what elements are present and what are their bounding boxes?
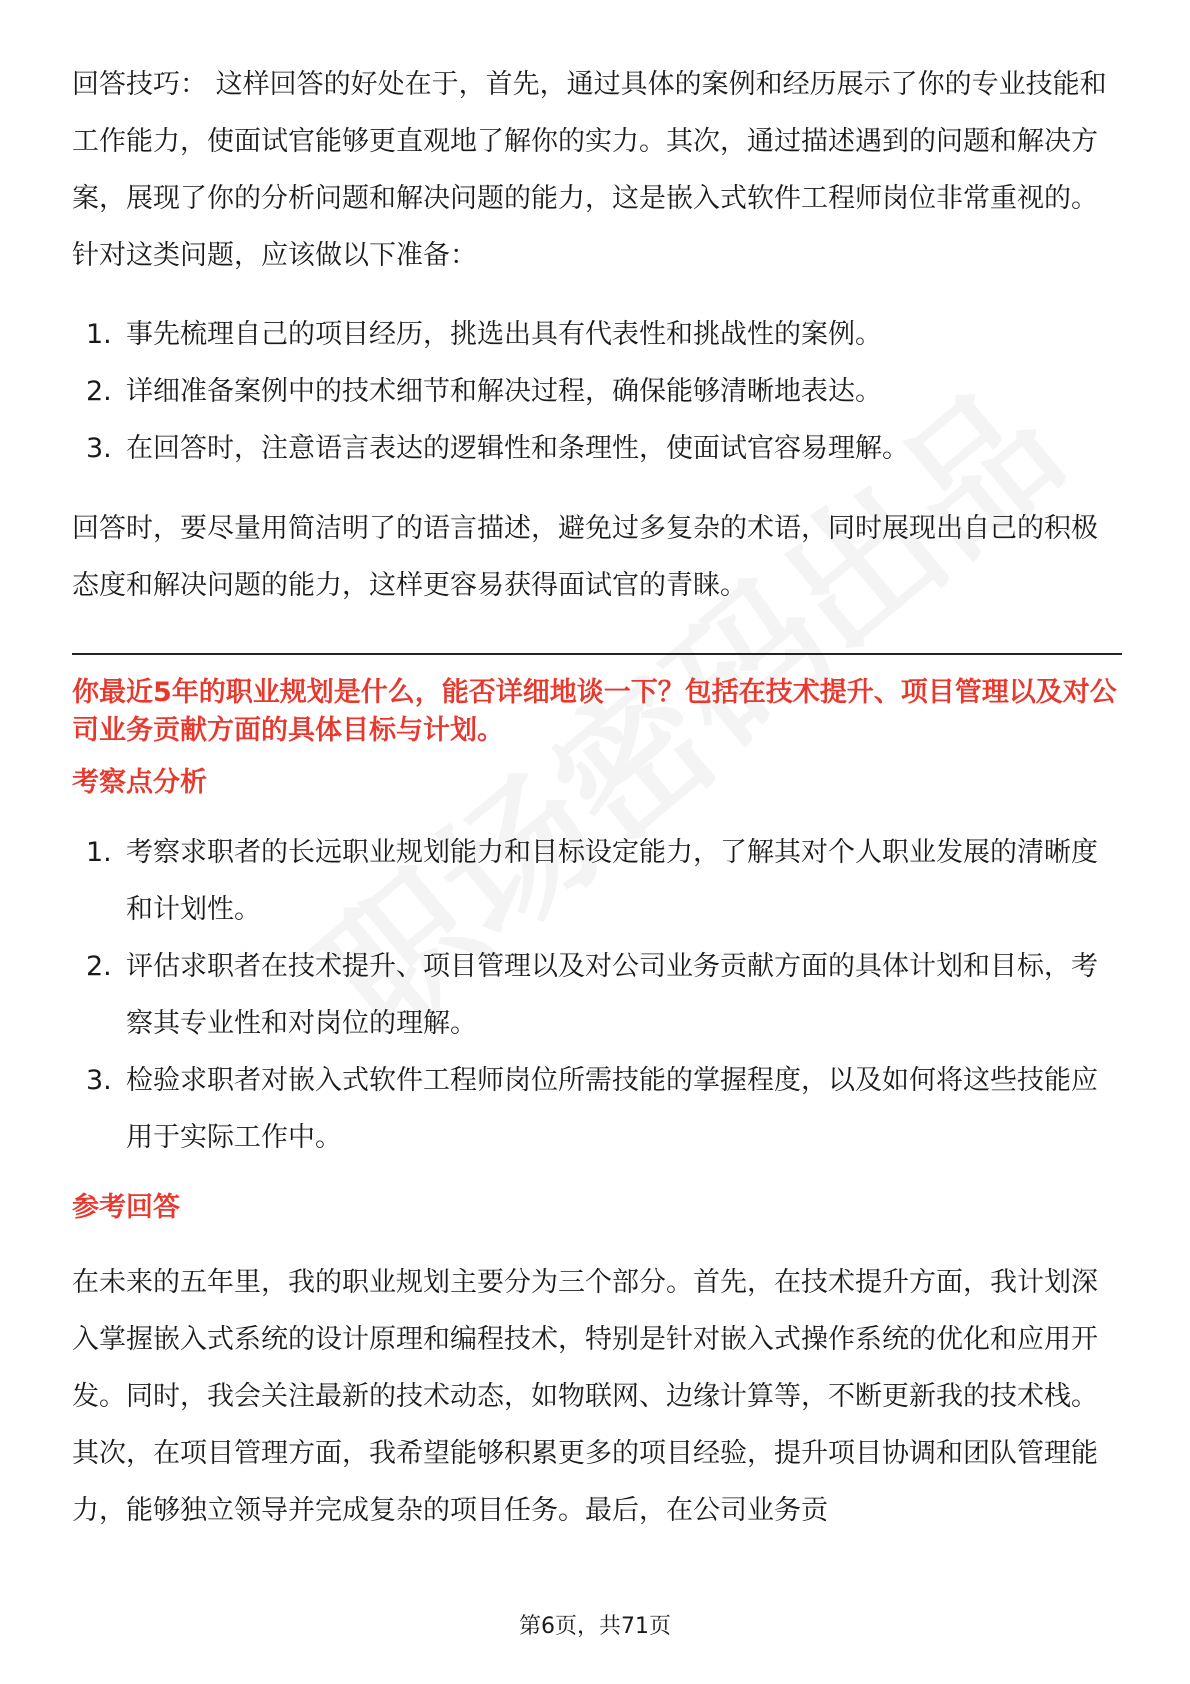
list-item: 2. 评估求职者在技术提升、项目管理以及对公司业务贡献方面的具体计划和目标，考察其专业性和对岗位的理解。 bbox=[86, 951, 1098, 1039]
document-page bbox=[72, 56, 1122, 1539]
list-item: 1. 考察求职者的长远职业规划能力和目标设定能力，了解其对个人职业发展的清晰度和计划性。 bbox=[86, 837, 1098, 925]
list-item: 3. 在回答时，注意语言表达的逻辑性和条理性，使面试官容易理解。 bbox=[86, 433, 909, 464]
page-number: 第6页，共71页 bbox=[519, 1614, 671, 1639]
section-divider bbox=[72, 653, 1122, 655]
prep-list bbox=[72, 306, 1122, 477]
answer-heading: 参考回答 bbox=[72, 1192, 180, 1223]
intro-paragraph: 回答技巧： 这样回答的好处在于，首先，通过具体的案例和经历展示了你的专业技能和工作能力，使面试官能够更直观地了解你的实力。其次，通过描述遇到的问题和解决方案，展现了你的分析问题和解决问题的能力，这是嵌入式软件工程师岗位非常重视的。针对这类问题，应该做以下准备： bbox=[72, 69, 1107, 271]
answer-paragraph: 在未来的五年里，我的职业规划主要分为三个部分。首先，在技术提升方面，我计划深入掌握嵌入式系统的设计原理和编程技术，特别是针对嵌入式操作系统的优化和应用开发。同时，我会关注最新的技术动态，如物联网、边缘计算等，不断更新我的技术栈。其次，在项目管理方面，我希望能够积累更多的项目经验，提升项目协调和团队管理能力，能够独立领导并完成复杂的项目任务。最后，在公司业务贡 bbox=[72, 1267, 1098, 1526]
question-heading: 你最近5年的职业规划是什么，能否详细地谈一下？包括在技术提升、项目管理以及对公司业务贡献方面的具体目标与计划。 bbox=[72, 677, 1117, 746]
analysis-heading: 考察点分析 bbox=[72, 767, 207, 798]
closing-paragraph: 回答时，要尽量用简洁明了的语言描述，避免过多复杂的术语，同时展现出自己的积极态度和解决问题的能力，这样更容易获得面试官的青睐。 bbox=[72, 513, 1098, 601]
list-item: 3. 检验求职者对嵌入式软件工程师岗位所需技能的掌握程度，以及如何将这些技能应用于实际工作中。 bbox=[86, 1065, 1098, 1153]
list-item: 1. 事先梳理自己的项目经历，挑选出具有代表性和挑战性的案例。 bbox=[86, 319, 882, 350]
analysis-list bbox=[72, 824, 1122, 1166]
list-item: 2. 详细准备案例中的技术细节和解决过程，确保能够清晰地表达。 bbox=[86, 376, 882, 407]
